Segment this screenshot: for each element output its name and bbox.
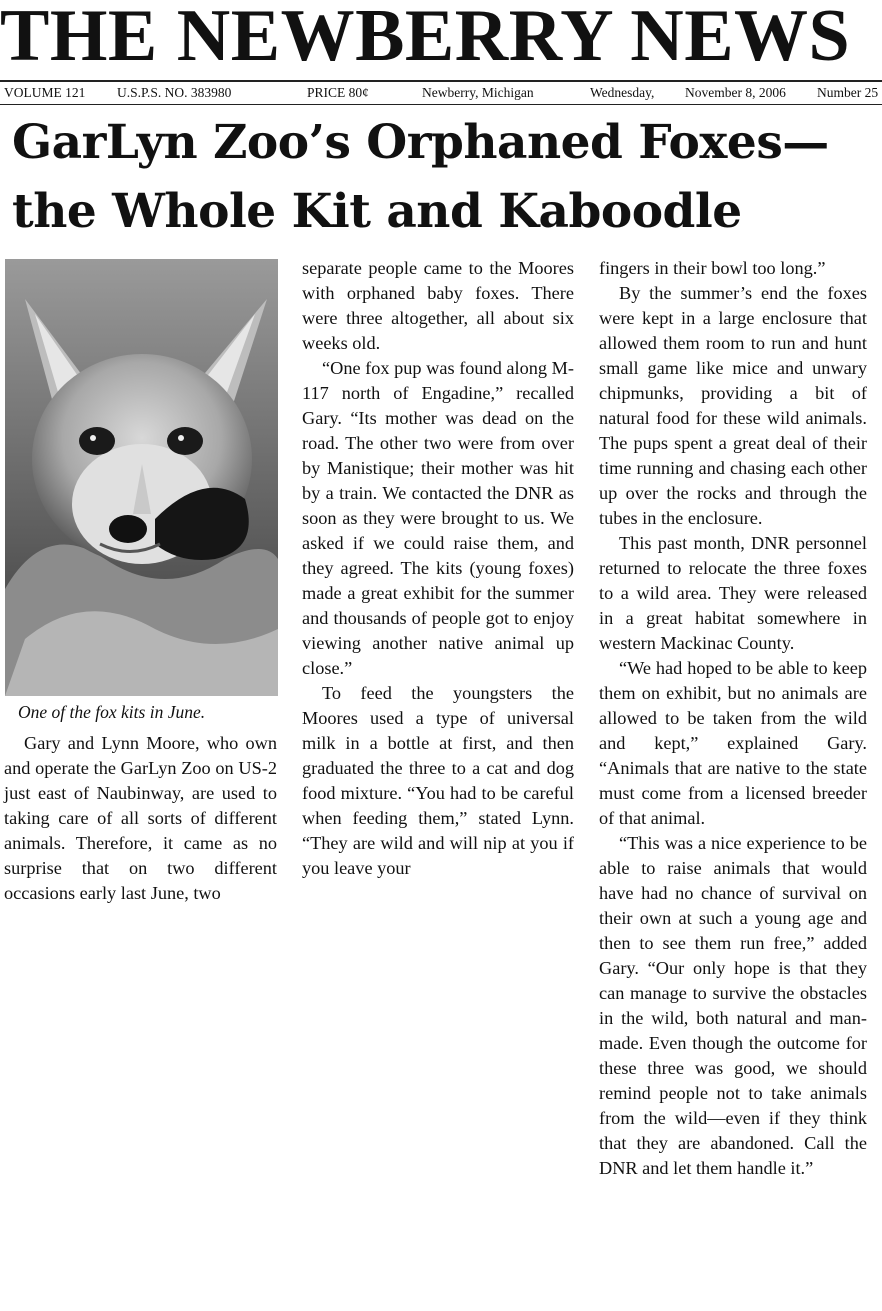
paragraph: “One fox pup was found along M-117 north of Engadine,” recalled Gary. “Its mother was dead on the road. The other two were from over by Manistique; their mother was hit by a train. We contacted the DNR as soon as they were brought to us. We asked if we could raise them, and they agreed. The kits (young foxes) made a great exhibit for the summer and thousands of people got to enjoy viewing another native animal up close.”	[302, 358, 574, 678]
article-headline	[12, 108, 882, 246]
date-label: November 8, 2006	[685, 85, 786, 100]
article-column-1	[4, 731, 277, 906]
masthead-rule-top	[0, 80, 882, 82]
price-label: PRICE 80¢	[307, 85, 369, 100]
masthead	[0, 0, 882, 80]
paragraph: This past month, DNR personnel returned to relocate the three foxes to a wild area. They were released in a great habitat somewhere in western Mackinac County.	[599, 533, 867, 653]
article-column-2	[302, 256, 574, 881]
paragraph: “This was a nice experience to be able to raise animals that would have had no chance of survival on their own at such a young age and then to see them run free,” added Gary. “Our only hope is that they can manage to survive the obstacles in the wild, both natural and manmade. Even though the outcome for these three was good, we should remind people not to take animals from the wild—even if they think that they are abandoned. Call the DNR and let them handle it.”	[599, 833, 867, 1178]
masthead-title: THE NEWBERRY NEWS	[0, 0, 851, 77]
paragraph: fingers in their bowl too long.”	[599, 258, 826, 278]
usps-label: U.S.P.S. NO. 383980	[117, 85, 232, 100]
issue-number-label: Number 25	[817, 85, 879, 100]
paragraph: “We had hoped to be able to keep them on exhibit, but no animals are allowed to be taken from the wild and kept,” explained Gary. “Animals that are native to the state must come from a licensed breeder of that animal.	[599, 658, 867, 828]
masthead-info-bar	[0, 83, 882, 103]
paragraph: separate people came to the Moores with orphaned baby foxes. There were three altogether, all about six weeks old.	[302, 258, 574, 353]
headline-line-2: the Whole Kit and Kaboodle	[12, 184, 742, 239]
paragraph: Gary and Lynn Moore, who own and operate the GarLyn Zoo on US-2 just east of Naubinway, are used to taking care of all sorts of different animals. Therefore, it came as no surprise that on two different occasions early last June, two	[4, 733, 277, 903]
photo-caption: One of the fox kits in June.	[18, 702, 206, 722]
volume-label: VOLUME 121	[4, 85, 86, 100]
paragraph: To feed the youngsters the Moores used a type of universal milk in a bottle at first, and then graduated the three to a cat and dog food mixture. “You had to be careful when feeding them,” stated Lynn. “They are wild and will nip at you if you leave your	[302, 683, 574, 878]
paragraph: By the summer’s end the foxes were kept in a large enclosure that allowed them room to run and hunt small game like mice and unwary chipmunks, providing a bit of natural food for these wild animals. The pups spent a great deal of their time running and chasing each other up over the rocks and through the tubes in the enclosure.	[599, 283, 867, 528]
article-column-3	[599, 256, 867, 1181]
masthead-rule-bottom	[0, 104, 882, 105]
location-label: Newberry, Michigan	[422, 85, 534, 100]
weekday-label: Wednesday,	[590, 85, 655, 100]
fox-kit-photo	[5, 259, 278, 696]
fox-photo-illustration	[5, 259, 278, 696]
headline-line-1: GarLyn Zoo’s Orphaned Foxes—	[12, 115, 829, 170]
